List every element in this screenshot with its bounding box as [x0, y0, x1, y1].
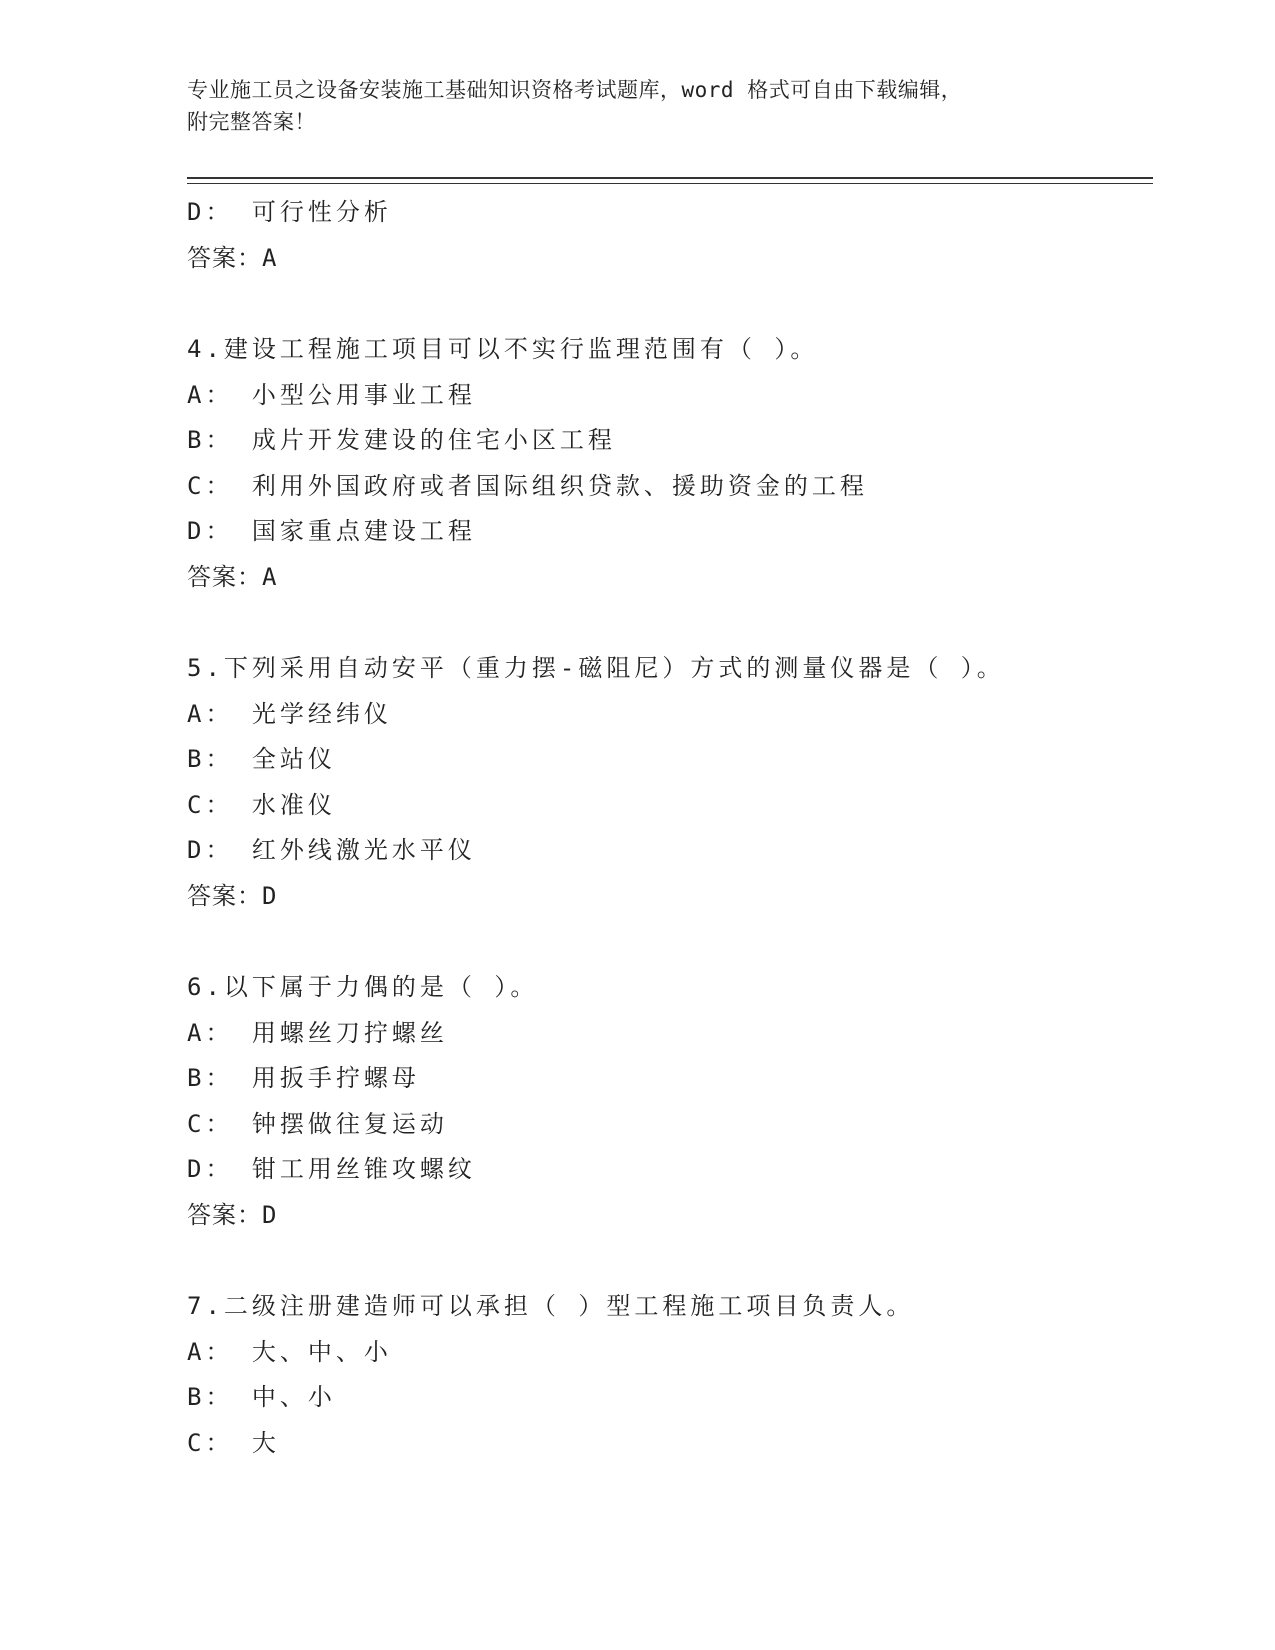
question-gap: [187, 281, 1147, 327]
document-header: [187, 74, 1087, 138]
question-5-option-b: B： 全站仪: [187, 745, 336, 773]
header-divider-thick: [187, 177, 1153, 179]
question-6-stem: 6.以下属于力偶的是（ ）。: [187, 973, 539, 1001]
question-list: [187, 190, 1147, 1466]
question-6-option-b: B： 用扳手拧螺母: [187, 1064, 420, 1092]
question-7-option-c: C： 大: [187, 1428, 280, 1457]
question-5-option-d: D： 红外线激光水平仪: [187, 836, 476, 864]
question-5-option-a: A： 光学经纬仪: [187, 699, 392, 728]
question-6-option-d: D： 钳工用丝锥攻螺纹: [187, 1155, 476, 1183]
header-line-2: 附完整答案！: [187, 110, 316, 134]
question-6-option-a: A： 用螺丝刀拧螺丝: [187, 1018, 448, 1047]
question-6-answer: 答案：D: [187, 1200, 278, 1229]
question-6-option-c: C： 钟摆做往复运动: [187, 1109, 448, 1138]
question-block-7: [187, 1284, 1147, 1466]
question-4-stem: 4.建设工程施工项目可以不实行监理范围有（ ）。: [187, 335, 819, 363]
header-divider-thin: [187, 183, 1153, 184]
question-gap: [187, 919, 1147, 965]
header-line-1: 专业施工员之设备安装施工基础知识资格考试题库，word 格式可自由下载编辑，: [187, 78, 963, 102]
question-5-stem: 5.下列采用自动安平（重力摆-磁阻尼）方式的测量仪器是（ ）。: [187, 654, 1005, 682]
question-block-5: [187, 646, 1147, 919]
question-3-option-d: D： 可行性分析: [187, 198, 392, 226]
question-3-answer: 答案：A: [187, 243, 278, 272]
question-4-option-c: C： 利用外国政府或者国际组织贷款、援助资金的工程: [187, 471, 868, 500]
question-block-6: [187, 965, 1147, 1238]
question-4-option-a: A： 小型公用事业工程: [187, 380, 476, 409]
question-5-answer: 答案：D: [187, 881, 278, 910]
question-5-option-c: C： 水准仪: [187, 790, 336, 819]
question-4-option-b: B： 成片开发建设的住宅小区工程: [187, 426, 616, 454]
question-gap: [187, 600, 1147, 646]
question-block-4: [187, 327, 1147, 600]
question-gap: [187, 1238, 1147, 1284]
question-7-option-a: A： 大、中、小: [187, 1337, 392, 1366]
question-7-stem: 7.二级注册建造师可以承担（ ）型工程施工项目负责人。: [187, 1292, 915, 1320]
question-4-answer: 答案：A: [187, 562, 278, 591]
question-4-option-d: D： 国家重点建设工程: [187, 517, 476, 545]
question-7-option-b: B： 中、小: [187, 1383, 336, 1411]
